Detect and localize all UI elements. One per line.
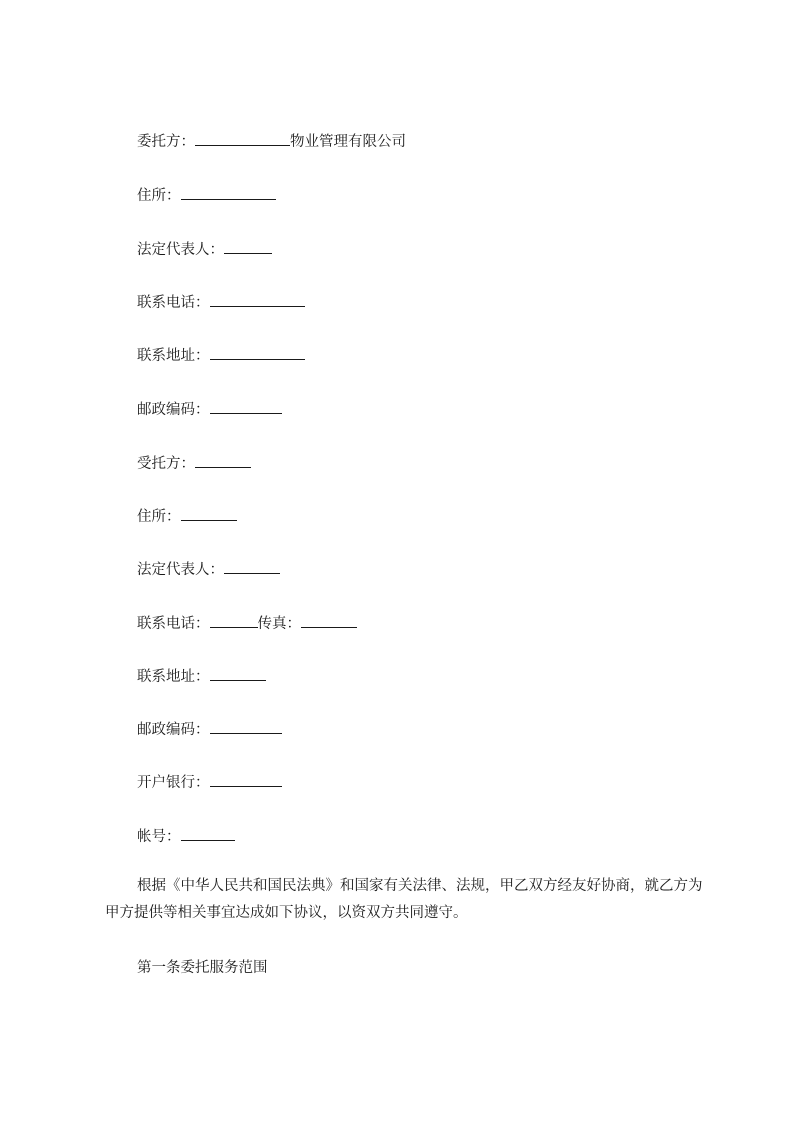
client-legal-rep-blank[interactable]: [224, 238, 272, 254]
trustee-postcode-label: 邮政编码：: [137, 722, 210, 738]
client-legal-rep-label: 法定代表人：: [137, 242, 224, 258]
trustee-account-label: 帐号：: [137, 829, 181, 845]
trustee-contact-address-label: 联系地址：: [137, 669, 210, 685]
intro-paragraph: 根据《中华人民共和国民法典》和国家有关法律、法规，甲乙双方经友好协商，就乙方为甲方提供等相关事宜达成如下协议，以资双方共同遵守。: [105, 878, 703, 921]
client-name-label: 委托方：: [137, 134, 195, 150]
trustee-legal-rep-blank[interactable]: [224, 558, 280, 574]
trustee-name-blank[interactable]: [195, 452, 251, 468]
trustee-name-label: 受托方：: [137, 456, 195, 472]
trustee-contact-address-line: [137, 665, 266, 685]
client-name-line: [137, 130, 406, 150]
trustee-contact-address-blank[interactable]: [210, 665, 266, 681]
trustee-account-line: [137, 825, 235, 845]
trustee-account-blank[interactable]: [181, 825, 235, 841]
trustee-bank-line: [137, 771, 282, 791]
trustee-bank-label: 开户银行：: [137, 775, 210, 791]
trustee-legal-rep-label: 法定代表人：: [137, 562, 224, 578]
trustee-fax-label: 传真：: [257, 616, 301, 632]
trustee-phone-blank[interactable]: [210, 612, 258, 628]
client-phone-blank[interactable]: [210, 291, 305, 307]
trustee-address-blank[interactable]: [181, 505, 237, 521]
trustee-name-line: [137, 452, 251, 472]
client-contact-address-blank[interactable]: [210, 344, 305, 360]
trustee-postcode-line: [137, 718, 282, 738]
client-phone-label: 联系电话：: [137, 295, 210, 311]
client-phone-line: [137, 291, 305, 311]
client-address-line: [137, 184, 276, 204]
client-address-blank[interactable]: [181, 184, 276, 200]
client-name-suffix: 物业管理有限公司: [290, 134, 406, 150]
trustee-phone-label: 联系电话：: [137, 616, 210, 632]
client-contact-address-label: 联系地址：: [137, 348, 210, 364]
trustee-fax-blank[interactable]: [301, 612, 357, 628]
client-postcode-label: 邮政编码：: [137, 402, 210, 418]
client-name-blank[interactable]: [195, 130, 290, 146]
trustee-legal-rep-line: [137, 558, 280, 578]
trustee-address-line: [137, 505, 237, 525]
client-address-label: 住所：: [137, 188, 181, 204]
article-1-title: 第一条委托服务范围: [137, 960, 268, 976]
trustee-bank-blank[interactable]: [210, 771, 282, 787]
client-postcode-blank[interactable]: [210, 398, 282, 414]
client-contact-address-line: [137, 344, 305, 364]
client-postcode-line: [137, 398, 282, 418]
trustee-postcode-blank[interactable]: [210, 718, 282, 734]
trustee-phone-fax-line: [137, 612, 357, 632]
client-legal-rep-line: [137, 238, 272, 258]
trustee-address-label: 住所：: [137, 509, 181, 525]
